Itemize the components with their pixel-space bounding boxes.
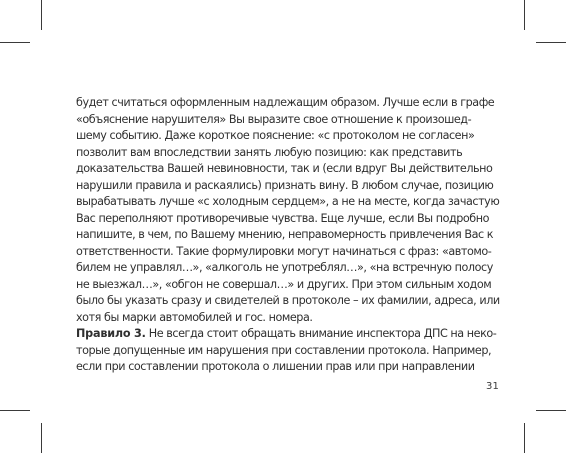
page-number: 31: [486, 381, 500, 392]
text-line: напишите, в чем, по Вашему мнению, неправомерность привлечения Вас к: [76, 228, 494, 241]
text-line: шему событию. Даже короткое пояснение: «с протоколом не согласен»: [76, 129, 475, 142]
text-line: не выезжал…», «обгон не совершал…» и других. При этом сильным ходом: [76, 277, 492, 291]
text-line: хотя бы марки автомобилей и гос. номера.: [76, 310, 313, 324]
text-line: нарушили правила и раскаялись) признать вину. В любом случае, позицию: [76, 178, 494, 192]
text-line: Вас переполняют противоречивые чувства. Еще лучше, если Вы подробно: [76, 211, 490, 225]
rule-label: Правило 3.: [76, 327, 146, 340]
crop-mark-bottom-right-vertical: [524, 423, 525, 453]
rule-text: Не всегда стоит обращать внимание инспектора ДПС на неко-: [145, 327, 497, 340]
text-line: если при составлении протокола о лишении прав или при направлении: [76, 360, 475, 373]
crop-mark-top-right-horizontal: [536, 42, 566, 43]
body-text: [76, 95, 500, 376]
crop-mark-top-left-horizontal: [0, 42, 30, 43]
text-line: торые допущенные им нарушения при составлении протокола. Например,: [76, 343, 492, 357]
text-line: позволит вам впоследствии занять любую позицию: как представить: [76, 145, 463, 159]
crop-mark-bottom-left-horizontal: [0, 410, 30, 411]
text-line: было бы указать сразу и свидетелей в протоколе – их фамилии, адреса, или: [76, 294, 500, 307]
text-line: будет считаться оформленным надлежащим образом. Лучше если в графе: [76, 96, 495, 109]
rule-line: [76, 326, 496, 343]
crop-mark-top-right-vertical: [524, 0, 525, 30]
text-line: вырабатывать лучше «с холодным сердцем», а не на месте, когда зачастую: [76, 195, 500, 208]
crop-mark-top-left-vertical: [41, 0, 42, 30]
text-line: доказательства Вашей невиновности, так и (если вдруг Вы действительно: [76, 162, 493, 175]
crop-mark-bottom-right-horizontal: [536, 410, 566, 411]
text-line: ответственности. Такие формулировки могут начинаться с фраз: «автомо-: [76, 244, 492, 258]
text-line: «объяснение нарушителя» Вы выразите свое отношение к произошед-: [76, 112, 472, 126]
crop-mark-bottom-left-vertical: [41, 423, 42, 453]
text-line: билем не управлял…», «алкоголь не употреблял…», «на встречную полосу: [76, 261, 493, 274]
